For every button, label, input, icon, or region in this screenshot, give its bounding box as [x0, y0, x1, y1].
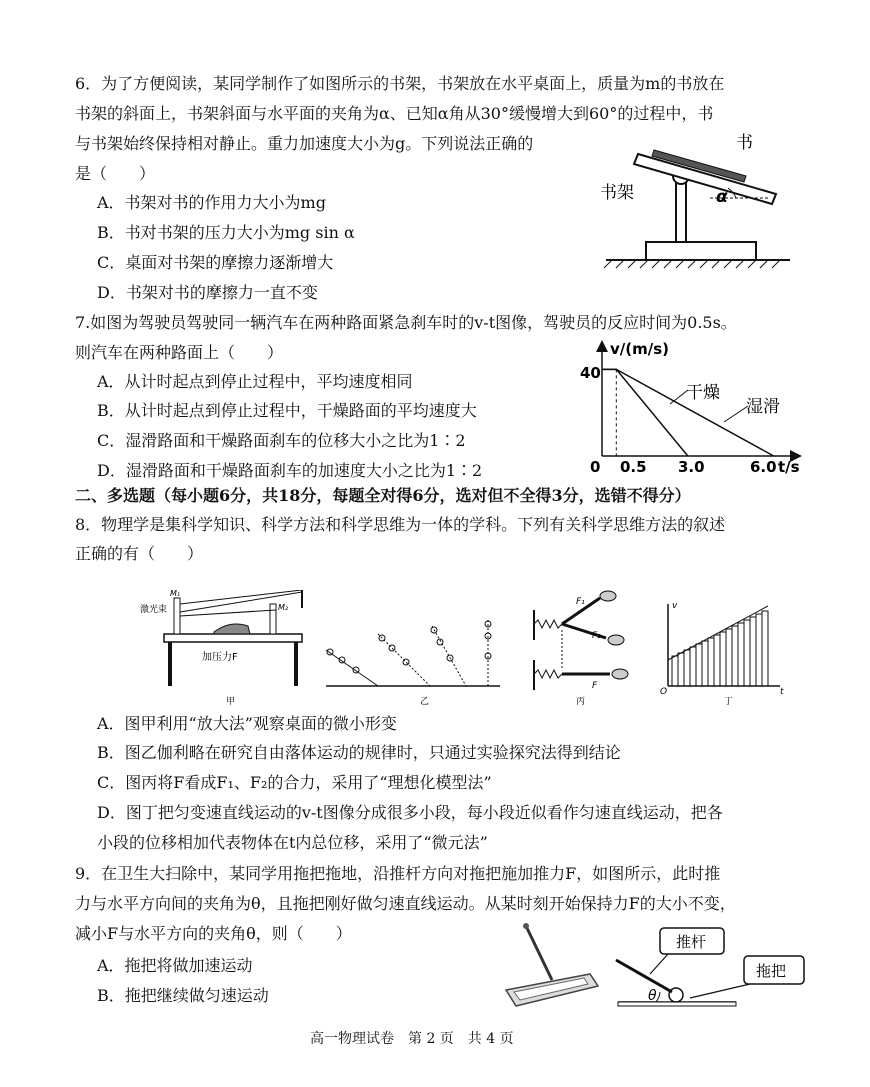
label-book: 书: [736, 133, 753, 153]
label-jia: 甲: [226, 697, 236, 707]
label-laser: 激光束: [140, 605, 168, 615]
q8-option-d-cont: 小段的位移相加代表物体在t内总位移，采用了“微元法”: [97, 833, 488, 852]
figure-jia: [140, 590, 302, 707]
q6-line-3: 与书架始终保持相对静止。重力加速度大小为g。下列说法正确的: [75, 134, 534, 153]
q8-figures: [130, 590, 790, 710]
label-theta: θ: [648, 988, 657, 1004]
q9-option-b: B．拖把继续做匀速运动: [97, 986, 269, 1005]
q6-option-b: B．书对书架的压力大小为mg sin α: [97, 223, 355, 242]
series-label-wet: 湿滑: [746, 397, 780, 417]
q9-line-3: 减小F与水平方向的夹角θ，则（ ）: [75, 924, 352, 943]
label-v: v: [672, 601, 678, 611]
q9-option-a: A．拖把将做加速运动: [97, 956, 253, 975]
q8-option-a: A．图甲利用“放大法”观察桌面的微小形变: [97, 714, 397, 733]
label-t: t: [780, 687, 784, 697]
label-pressure: 加压力F: [202, 652, 238, 663]
section-2-title: 二、多选题（每小题6分，共18分，每题全对得6分，选对但不全得3分，选错不得分）: [75, 486, 691, 505]
y-axis-label: v/(m/s): [610, 340, 670, 358]
q6-line-1: 6．为了方便阅读，某同学制作了如图所示的书架，书架放在水平桌面上，质量为m的书放在: [75, 74, 725, 93]
x-tick-6-0: 6.0: [750, 458, 777, 476]
q8-line-2: 正确的有（ ）: [75, 544, 204, 563]
q6-option-a: A．书架对书的作用力大小为mg: [97, 193, 326, 212]
q6-line-4: 是（ ）: [75, 164, 156, 183]
q6-option-d: D．书架对书的摩擦力一直不变: [97, 283, 318, 302]
q6-option-c: C．桌面对书架的摩擦力逐渐增大: [97, 253, 334, 272]
series-label-dry: 干燥: [686, 383, 720, 403]
figure-ding: [660, 601, 784, 707]
q7-option-c: C．湿滑路面和干燥路面刹车的位移大小之比为1∶2: [97, 431, 466, 450]
vt-chart: [580, 338, 808, 478]
x-tick-3-0: 3.0: [678, 458, 705, 476]
series-line-0: [602, 369, 688, 456]
label-bing: 丙: [576, 697, 586, 707]
q9-line-2: 力与水平方向间的夹角为θ，且拖把刚好做匀速直线运动。从某时刻开始保持力F的大小不变，: [75, 894, 736, 913]
q7-line-2: 则汽车在两种路面上（ ）: [75, 343, 284, 362]
x-tick-0-5: 0.5: [620, 458, 647, 476]
q8-option-b: B．图乙伽利略在研究自由落体运动的规律时，只通过实验探究法得到结论: [97, 743, 621, 762]
q7-line-1: 7.如图为驾驶员驾驶同一辆汽车在两种路面紧急刹车时的v-t图像，驾驶员的反应时间为0.5s。: [75, 313, 737, 332]
label-f2: F₂: [592, 631, 601, 641]
bookshelf-figure: [598, 132, 798, 272]
label-f: F: [592, 681, 598, 691]
label-o: O: [660, 687, 668, 697]
label-mop: 拖把: [756, 962, 787, 980]
label-ding: 丁: [724, 697, 734, 707]
label-m1: M₁: [170, 590, 181, 598]
mop-figure: [500, 918, 820, 1018]
q9-line-1: 9．在卫生大扫除中，某同学用拖把拖地，沿推杆方向对拖把施加推力F，如图所示，此时推: [75, 864, 721, 883]
origin-label: 0: [590, 458, 601, 476]
page-footer: 高一物理试卷 第 2 页 共 4 页: [310, 1031, 514, 1047]
label-shelf: 书架: [600, 183, 634, 203]
q7-option-b: B．从计时起点到停止过程中，干燥路面的平均速度大: [97, 401, 477, 420]
label-yi: 乙: [420, 697, 430, 707]
q8-option-c: C．图丙将F看成F₁、F₂的合力，采用了“理想化模型法”: [97, 773, 492, 792]
q8-line-1: 8．物理学是集科学知识、科学方法和科学思维为一体的学科。下列有关科学思维方法的叙述: [75, 515, 726, 534]
label-f1: F₁: [576, 597, 585, 607]
q6-line-2: 书架的斜面上，书架斜面与水平面的夹角为α、已知α角从30°缓慢增大到60°的过程中，书: [75, 104, 714, 123]
label-rod: 推杆: [676, 933, 707, 951]
q7-option-a: A．从计时起点到停止过程中，平均速度相同: [97, 372, 413, 391]
q7-option-d: D．湿滑路面和干燥路面刹车的加速度大小之比为1∶2: [97, 461, 483, 480]
figure-yi: [326, 620, 500, 707]
label-m2: M₂: [278, 603, 289, 612]
label-alpha: α: [716, 187, 728, 207]
y-tick-40: 40: [580, 364, 601, 382]
pointer-wet: [724, 406, 748, 422]
x-axis-label: t/s: [778, 458, 800, 476]
q8-option-d: D．图丁把匀变速直线运动的v-t图像分成很多小段，每小段近似看作匀速直线运动，把各: [97, 803, 723, 822]
figure-bing: [534, 591, 628, 707]
